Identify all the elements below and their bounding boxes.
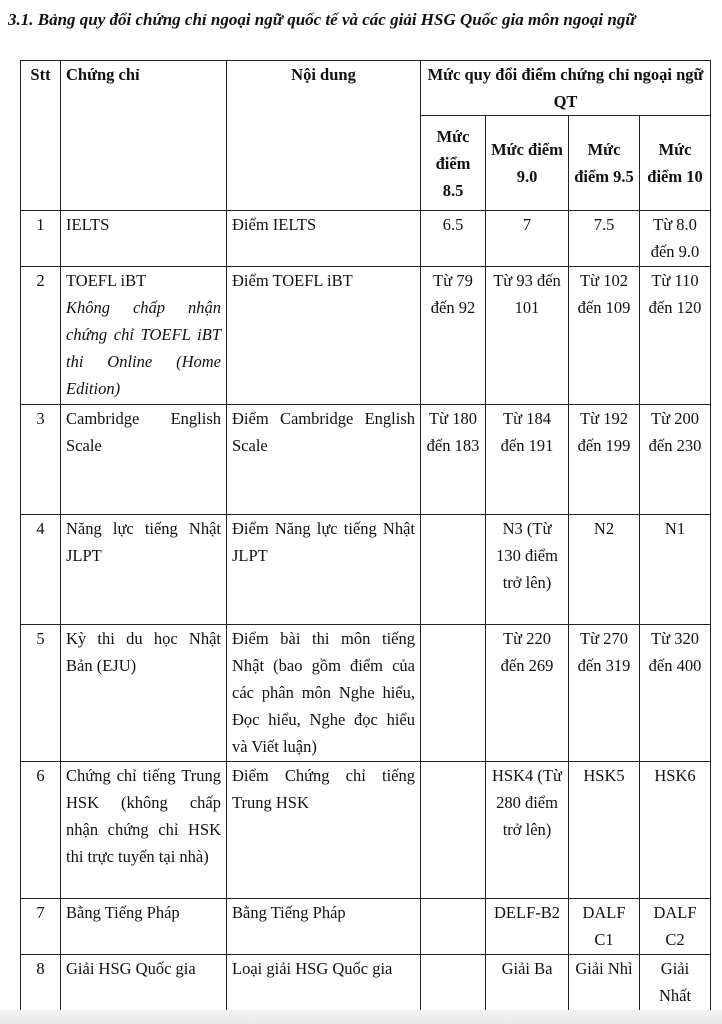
table-row: [21, 762, 711, 899]
table-row: [21, 899, 711, 955]
row-stt: 5: [21, 625, 61, 762]
row-v10: DALF C2: [640, 899, 711, 955]
row-v85: 6.5: [421, 211, 486, 267]
row-v10: Từ 200 đến 230: [640, 405, 711, 515]
table-row: [21, 211, 711, 267]
row-v10: HSK6: [640, 762, 711, 899]
row-v85: Từ 79 đến 92: [421, 267, 486, 405]
row-cert: Năng lực tiếng Nhật JLPT: [61, 515, 227, 625]
row-content: Điểm Cambridge English Scale: [227, 405, 421, 515]
row-v10: Từ 110 đến 120: [640, 267, 711, 405]
row-v95: DALF C1: [569, 899, 640, 955]
row-v10: Từ 8.0 đến 9.0: [640, 211, 711, 267]
row-v90: Giải Ba: [486, 955, 569, 1011]
row-stt: 7: [21, 899, 61, 955]
row-v95: Giải Nhì: [569, 955, 640, 1011]
row-cert: Bằng Tiếng Pháp: [61, 899, 227, 955]
header-level-95: Mức điểm 9.5: [569, 116, 640, 211]
row-cert-note: Không chấp nhận chứng chỉ TOEFL iBT thi Online (Home Edition): [66, 298, 221, 398]
row-stt: 3: [21, 405, 61, 515]
row-content: Điểm TOEFL iBT: [227, 267, 421, 405]
row-v95: N2: [569, 515, 640, 625]
row-v85: [421, 515, 486, 625]
section-heading: 3.1. Bảng quy đổi chứng chỉ ngoại ngữ quốc tế và các giải HSG Quốc gia môn ngoại ngữ: [8, 10, 636, 29]
row-stt: 1: [21, 211, 61, 267]
header-level-10: Mức điểm 10: [640, 116, 711, 211]
row-stt: 2: [21, 267, 61, 405]
row-stt: 8: [21, 955, 61, 1011]
row-v85: Từ 180 đến 183: [421, 405, 486, 515]
table-row: [21, 405, 711, 515]
row-cert: Chứng chỉ tiếng Trung HSK (không chấp nhận chứng chỉ HSK thi trực tuyến tại nhà): [61, 762, 227, 899]
row-cert: TOEFL iBT: [66, 271, 147, 290]
row-v85: [421, 625, 486, 762]
row-content: Loại giải HSG Quốc gia: [227, 955, 421, 1011]
row-v10: Giải Nhất: [640, 955, 711, 1011]
row-cert: Giải HSG Quốc gia: [61, 955, 227, 1011]
table-row: [21, 267, 711, 405]
row-content: Bằng Tiếng Pháp: [227, 899, 421, 955]
row-content: Điểm Chứng chỉ tiếng Trung HSK: [227, 762, 421, 899]
row-v85: [421, 899, 486, 955]
row-v95: HSK5: [569, 762, 640, 899]
row-v90: Từ 93 đến 101: [486, 267, 569, 405]
header-stt: Stt: [21, 61, 61, 211]
row-v95: Từ 270 đến 319: [569, 625, 640, 762]
row-v10: Từ 320 đến 400: [640, 625, 711, 762]
row-v95: Từ 192 đến 199: [569, 405, 640, 515]
header-group: Mức quy đổi điểm chứng chỉ ngoại ngữ QT: [421, 61, 711, 116]
row-content: Điểm IELTS: [227, 211, 421, 267]
row-v90: N3 (Từ 130 điểm trở lên): [486, 515, 569, 625]
row-stt: 6: [21, 762, 61, 899]
page-bottom-edge: [0, 1010, 722, 1024]
row-v90: DELF-B2: [486, 899, 569, 955]
row-content: Điểm bài thi môn tiếng Nhật (bao gồm điểm của các phân môn Nghe hiểu, Đọc hiểu, Nghe đọc hiểu và Viết luận): [227, 625, 421, 762]
header-content: Nội dung: [227, 61, 421, 211]
row-cert: Cambridge English Scale: [61, 405, 227, 515]
table-row: [21, 515, 711, 625]
row-v90: 7: [486, 211, 569, 267]
conversion-table: [20, 60, 711, 1011]
row-cert: Kỳ thi du học Nhật Bản (EJU): [61, 625, 227, 762]
table-row: [21, 625, 711, 762]
row-content: Điểm Năng lực tiếng Nhật JLPT: [227, 515, 421, 625]
row-v85: [421, 762, 486, 899]
row-v90: Từ 220 đến 269: [486, 625, 569, 762]
row-stt: 4: [21, 515, 61, 625]
row-v95: 7.5: [569, 211, 640, 267]
row-v85: [421, 955, 486, 1011]
header-cert: Chứng chỉ: [61, 61, 227, 211]
row-cert: IELTS: [61, 211, 227, 267]
row-v10: N1: [640, 515, 711, 625]
row-cert-cell: [61, 267, 227, 405]
row-v90: Từ 184 đến 191: [486, 405, 569, 515]
header-level-85: Mức điểm 8.5: [421, 116, 486, 211]
row-v90: HSK4 (Từ 280 điểm trở lên): [486, 762, 569, 899]
header-level-90: Mức điểm 9.0: [486, 116, 569, 211]
row-v95: Từ 102 đến 109: [569, 267, 640, 405]
table-row: [21, 955, 711, 1011]
